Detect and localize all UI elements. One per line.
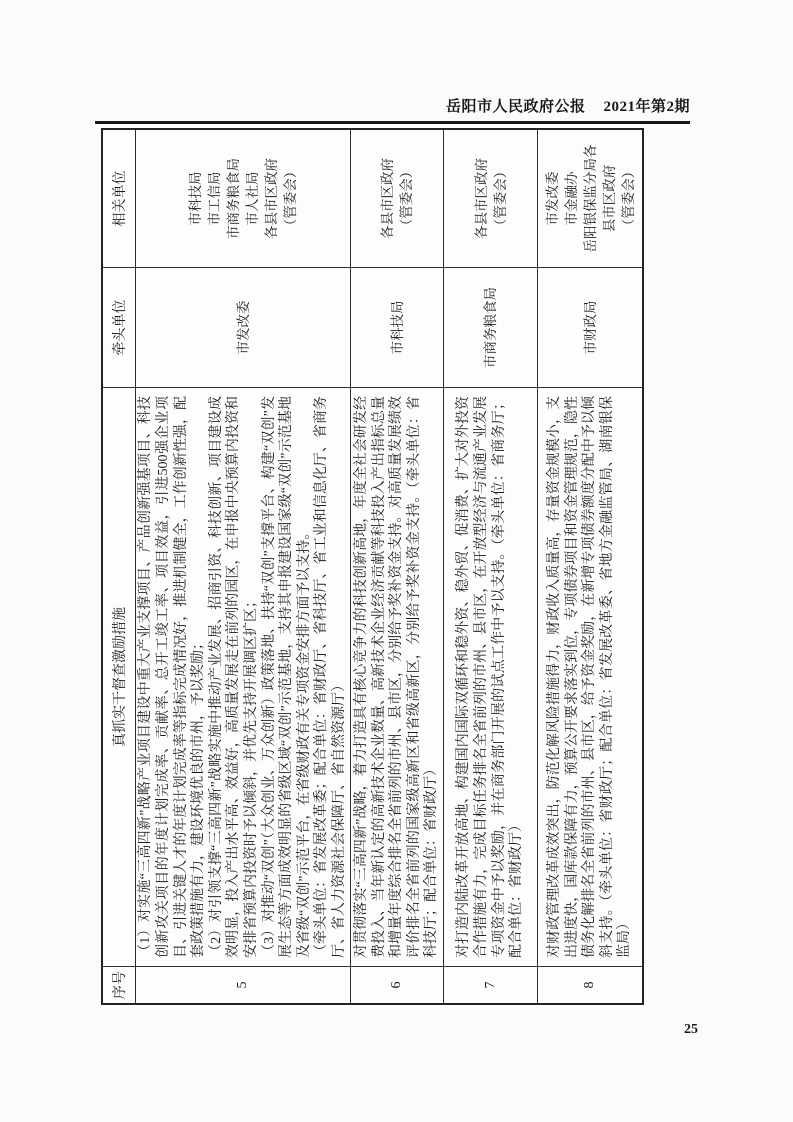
- col-header-related-units: 相关单位: [103, 130, 136, 267]
- row-7-related-units: [444, 130, 538, 267]
- page-header: [95, 97, 690, 117]
- row-5-measures: [136, 387, 351, 966]
- row-6-measure-text: 对贯彻落实“三高四新”战略，着力打造具有核心竞争力的科技创新高地，年度全社会研发经费投入、当年新认定的高新技术企业数量、高新技术企业经济贡献等科技投入产出指标总量和增量年度综合排名全省前列的市州、县市区，分别给予奖补资金支持。对高质量发展绩效评价排名全省前列的国家级高新区和省级高新区，分别给予奖补资金支持。（牵头单位：省科技厅；配合单位：省财政厅）: [354, 396, 440, 958]
- row-5-related-units: [136, 130, 351, 267]
- row-6-related-units: [351, 130, 444, 267]
- related-unit-line: （管委会）: [283, 164, 298, 233]
- related-unit-line: （管委会）: [492, 164, 508, 233]
- row-8-measures: [538, 387, 642, 966]
- page-number: 25: [684, 1022, 698, 1037]
- related-unit-line: （管委会）: [620, 164, 636, 233]
- row-6-index: 6: [351, 966, 444, 1003]
- related-unit-line: （管委会）: [399, 164, 414, 233]
- row-8-index: 8: [538, 966, 642, 1003]
- row-6-lead-unit: [351, 267, 444, 387]
- row-5-measure-item-2: （2）对引领支撑“三高四新”战略实施中推动产业发展、招商引资、科技创新、项目建设成效明显，投入产出水平高、效益好，高质量发展走在前列的园区，在申报中央预算内投资和安排省预算内投资时予以倾斜，并优先支持开展调区扩区；: [208, 396, 259, 958]
- rotated-table-area: [101, 128, 644, 1005]
- lead-unit-line: 市科技局: [389, 300, 405, 355]
- row-5-measure-item-3: （3）对推动“双创”（大众创业、万众创新）政策落地、扶持“双创”支撑平台、构建“双创”发展生态等方面成效明显的省级区域“双创”示范基地，支持其申报建设国家级“双创”示范基地及省级“双创”示范平台，在省级财政有关专项资金安排方面予以支持。: [261, 396, 312, 958]
- row-8-lead-unit: [538, 267, 642, 387]
- col-header-measures: 真抓实干督查激励措施: [103, 387, 136, 966]
- related-unit-line: 市人社局: [245, 171, 260, 226]
- row-8-related-units: [538, 130, 642, 267]
- row-5-index: 5: [136, 966, 351, 1003]
- row-7-index: 7: [444, 966, 538, 1003]
- related-unit-line: 市科技局: [188, 171, 203, 226]
- row-8-measure-text: 对财政管理改革成效突出，防范化解风险措施得力，财政收入质量高，存量资金规模小，支出进度快，国库款保障有力，预算公开要求落实到位，专项债券项目和资金管理规范，隐性债务化解排名全省前列的市州、县市区，给予资金奖励，在新增专项债券额度分配中予以倾斜支持。（牵头单位：省财政厅；配合单位：省发展改革委、省地方金融监管局、湖南银保监局）: [547, 396, 633, 958]
- row-7-measures: [444, 387, 538, 966]
- row-5-measure-units-note: （牵头单位：省发展改革委；配合单位：省财政厅、省科技厅、省工业和信息化厅、省商务厅、省人力资源社会保障厅、省自然资源厅）: [314, 396, 347, 958]
- related-unit-line: 市金融办: [563, 171, 579, 226]
- related-unit-line: 各县市区政府: [473, 158, 489, 239]
- related-unit-line: 岳阳银保监分局各: [582, 144, 598, 253]
- incentive-measures-table: [101, 128, 644, 1005]
- lead-unit-line: 市财政局: [582, 300, 598, 355]
- related-unit-line: 市商务粮食局: [226, 158, 241, 239]
- related-unit-line: 市工信局: [207, 171, 222, 226]
- related-unit-line: 各县市区政府: [380, 158, 395, 239]
- row-7-measure-text: 对打造内陆改革开放高地、构建国内国际双循环和稳外资、稳外贸、促消费、扩大对外投资合作措施有力，完成目标任务排名全省前列的市州、县市区，在开放型经济与流通产业发展专项资金中予以奖励，并在商务部门开展的试点工作中予以支持。（牵头单位：省商务厅；配合单位：省财政厅）: [456, 396, 525, 958]
- related-unit-line: 各县市区政府: [264, 158, 279, 239]
- row-5-lead-unit: [136, 267, 351, 387]
- row-5-measure-item-1: （1）对实施“三高四新”战略产业项目建设中重大产业支撑项目、产品创新强基项目、科技创新攻关项目的年度计划完成率、贡献率、总开工竣工率、项目效益，引进500强企业项目、引进关键人才的年度计划完成率等指标完成情况好，推进机制健全，工作创新性强，配套政策措施有力，建设环境优良的市州，予以奖励；: [138, 396, 207, 958]
- lead-unit-line: 市商务粮食局: [483, 287, 498, 368]
- row-7-lead-unit: [444, 267, 538, 387]
- gazette-issue: 2021年第2期: [603, 99, 690, 115]
- row-6-measures: [351, 387, 444, 966]
- col-header-index: 序号: [103, 966, 136, 1003]
- gazette-title: 岳阳市人民政府公报: [445, 99, 586, 115]
- related-unit-line: 县市区政府: [601, 164, 617, 233]
- related-unit-line: 市发改委: [544, 171, 560, 226]
- col-header-lead-unit: 牵头单位: [103, 267, 136, 387]
- header-rule: [95, 121, 690, 124]
- lead-unit-line: 市发改委: [235, 300, 251, 355]
